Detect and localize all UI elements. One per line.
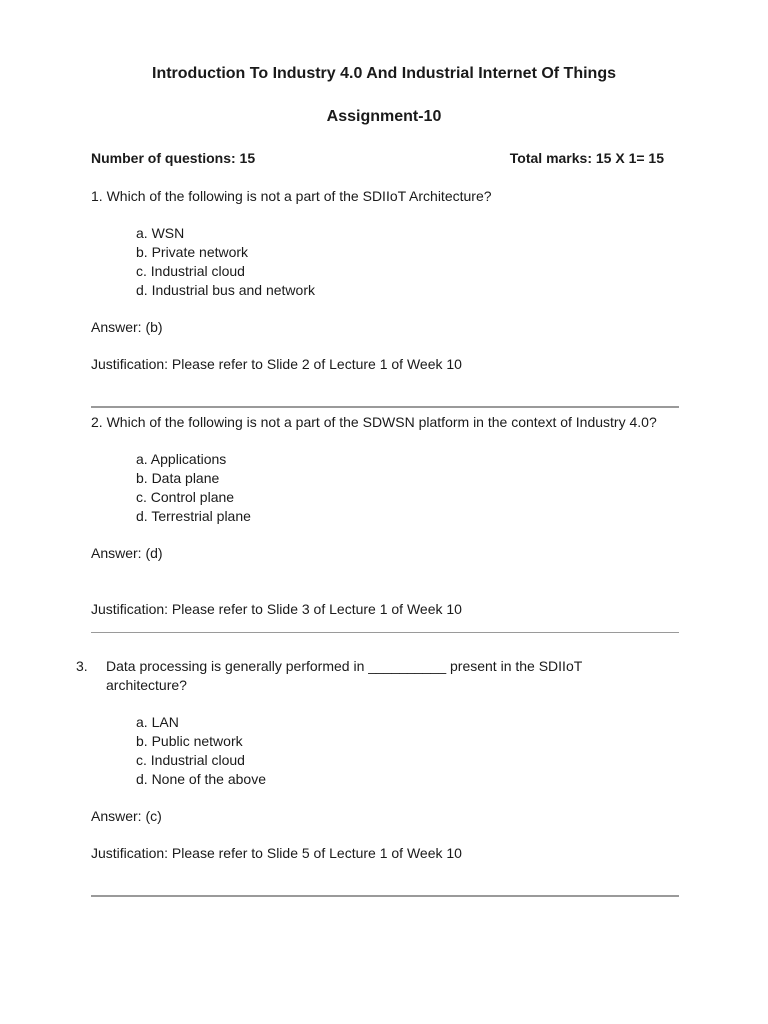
option-d: d. None of the above — [136, 771, 266, 787]
total-marks: Total marks: 15 X 1= 15 — [509, 150, 664, 166]
question-prompt: Which of the following is not a part of the SDWSN platform in the context of Industry 4.0? — [106, 414, 657, 430]
question-2-answer: Answer: (d) — [91, 545, 163, 561]
section-divider — [91, 406, 679, 408]
question-2-justification: Justification: Please refer to Slide 3 of Lecture 1 of Week 10 — [91, 601, 462, 617]
option-d: d. Industrial bus and network — [136, 282, 315, 298]
section-divider — [91, 895, 679, 897]
option-a: a. Applications — [136, 451, 227, 467]
section-divider — [91, 632, 679, 633]
option-b: b. Data plane — [136, 470, 220, 486]
assignment-title: Assignment-10 — [326, 108, 442, 125]
question-2-text — [91, 413, 681, 432]
option-b: b. Private network — [136, 244, 249, 260]
question-number: 2. — [91, 414, 103, 430]
question-prompt: Which of the following is not a part of the SDIIoT Architecture? — [106, 188, 492, 204]
option-d: d. Terrestrial plane — [136, 508, 251, 524]
question-1 — [91, 187, 681, 374]
question-3-text — [76, 657, 591, 695]
option-c: c. Industrial cloud — [136, 752, 245, 768]
question-1-options — [91, 224, 681, 300]
option-c: c. Industrial cloud — [136, 263, 245, 279]
question-1-answer: Answer: (b) — [91, 319, 163, 335]
question-1-justification: Justification: Please refer to Slide 2 of Lecture 1 of Week 10 — [91, 356, 462, 372]
question-prompt: Data processing is generally performed in __________ present in the SDIIoT architecture? — [106, 658, 583, 693]
question-2-options — [91, 450, 681, 526]
question-1-text — [91, 187, 681, 206]
option-c: c. Control plane — [136, 489, 235, 505]
question-number: 1. — [91, 188, 103, 204]
question-3 — [76, 657, 591, 863]
document-title: Introduction To Industry 4.0 And Industrial Internet Of Things — [152, 65, 616, 82]
question-3-justification: Justification: Please refer to Slide 5 of Lecture 1 of Week 10 — [91, 845, 462, 861]
question-number: 3. — [76, 658, 88, 674]
question-2 — [91, 413, 681, 619]
option-b: b. Public network — [136, 733, 243, 749]
question-3-answer: Answer: (c) — [91, 808, 162, 824]
number-of-questions: Number of questions: 15 — [91, 150, 256, 166]
option-a: a. LAN — [136, 714, 179, 730]
question-3-options — [91, 713, 591, 789]
option-a: a. WSN — [136, 225, 185, 241]
